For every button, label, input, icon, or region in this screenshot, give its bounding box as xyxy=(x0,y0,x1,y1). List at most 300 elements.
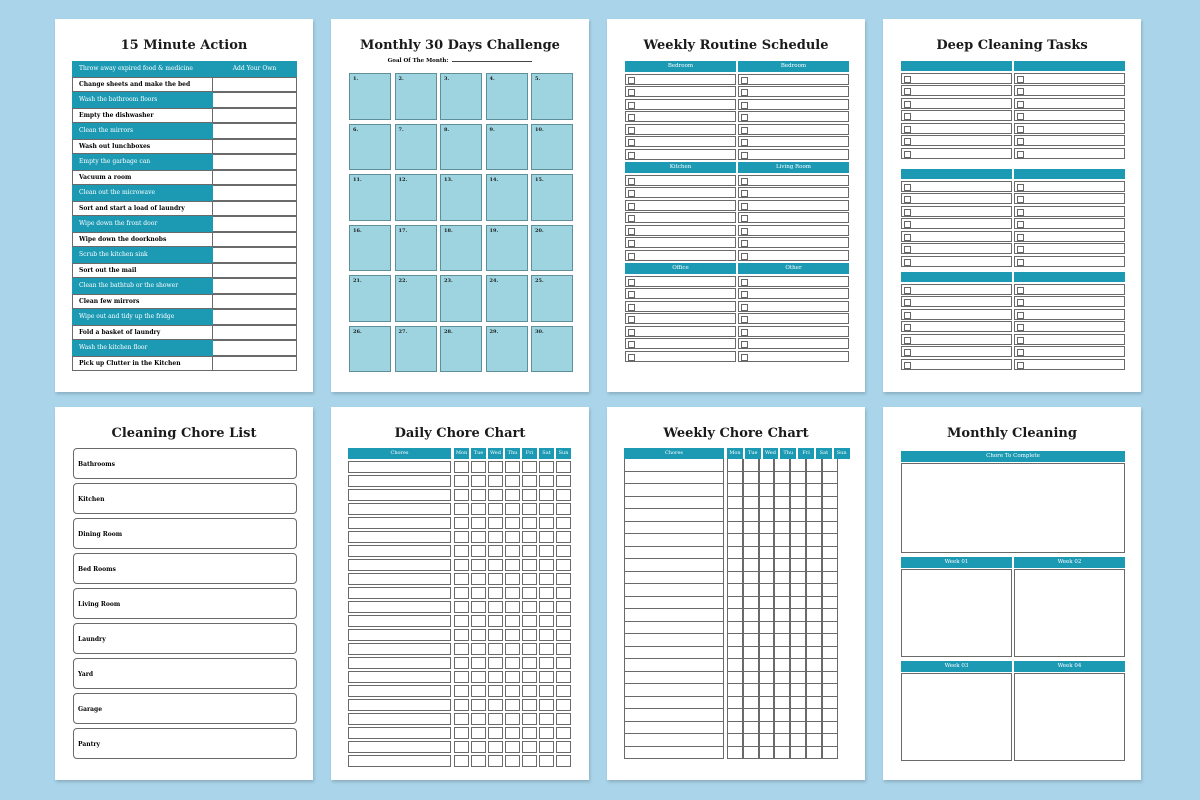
day-check-cell[interactable] xyxy=(505,685,520,697)
day-check-cell[interactable] xyxy=(759,684,775,697)
day-check-cell[interactable] xyxy=(822,709,838,722)
day-check-cell[interactable] xyxy=(471,531,486,543)
day-check-cell[interactable] xyxy=(539,475,554,487)
day-check-cell[interactable] xyxy=(454,475,469,487)
day-check-cell[interactable] xyxy=(505,517,520,529)
day-check-cell[interactable] xyxy=(727,534,743,547)
day-check-cell[interactable] xyxy=(727,747,743,760)
checkbox-line[interactable] xyxy=(1014,296,1125,307)
chore-cell[interactable] xyxy=(624,547,724,560)
day-check-cell[interactable] xyxy=(806,522,822,535)
checkbox-line[interactable] xyxy=(1014,110,1125,121)
day-check-cell[interactable] xyxy=(522,587,537,599)
chore-cell[interactable] xyxy=(348,699,451,711)
day-check-cell[interactable] xyxy=(488,587,503,599)
day-check-cell[interactable] xyxy=(488,699,503,711)
day-check-cell[interactable] xyxy=(505,741,520,753)
day-check-cell[interactable] xyxy=(743,484,759,497)
day-check-cell[interactable] xyxy=(790,609,806,622)
day-check-cell[interactable] xyxy=(727,497,743,510)
day-check-cell[interactable] xyxy=(556,755,571,767)
day-check-cell[interactable] xyxy=(556,615,571,627)
checkbox-line[interactable] xyxy=(1014,181,1125,192)
day-check-cell[interactable] xyxy=(727,584,743,597)
checkbox-line[interactable] xyxy=(901,243,1012,254)
chore-cell[interactable] xyxy=(624,722,724,735)
day-check-cell[interactable] xyxy=(806,734,822,747)
day-check-cell[interactable] xyxy=(806,497,822,510)
checkbox-line[interactable] xyxy=(738,250,849,261)
checkbox-line[interactable] xyxy=(625,250,736,261)
day-check-cell[interactable] xyxy=(556,587,571,599)
day-check-cell[interactable] xyxy=(774,734,790,747)
chore-cell[interactable] xyxy=(624,459,724,472)
day-check-cell[interactable] xyxy=(454,517,469,529)
chore-cell[interactable] xyxy=(624,609,724,622)
checkbox-line[interactable] xyxy=(738,99,849,110)
checkbox-line[interactable] xyxy=(738,124,849,135)
day-check-cell[interactable] xyxy=(806,622,822,635)
day-check-cell[interactable] xyxy=(790,722,806,735)
day-check-cell[interactable] xyxy=(727,722,743,735)
day-check-cell[interactable] xyxy=(488,461,503,473)
day-check-cell[interactable] xyxy=(806,697,822,710)
day-check-cell[interactable] xyxy=(471,629,486,641)
day-check-cell[interactable] xyxy=(556,517,571,529)
day-check-cell[interactable] xyxy=(822,684,838,697)
day-check-cell[interactable] xyxy=(822,747,838,760)
chore-cell[interactable] xyxy=(624,709,724,722)
day-check-cell[interactable] xyxy=(774,472,790,485)
chore-cell[interactable] xyxy=(624,534,724,547)
checkbox-line[interactable] xyxy=(625,124,736,135)
chore-cell[interactable] xyxy=(348,657,451,669)
checkbox-line[interactable] xyxy=(1014,321,1125,332)
checkbox-line[interactable] xyxy=(1014,284,1125,295)
day-check-cell[interactable] xyxy=(790,559,806,572)
day-check-cell[interactable] xyxy=(556,685,571,697)
day-check-cell[interactable] xyxy=(759,634,775,647)
day-check-cell[interactable] xyxy=(759,647,775,660)
checkbox-line[interactable] xyxy=(625,338,736,349)
day-check-cell[interactable] xyxy=(556,713,571,725)
day-check-cell[interactable] xyxy=(522,601,537,613)
checkbox-line[interactable] xyxy=(738,225,849,236)
chore-cell[interactable] xyxy=(348,615,451,627)
checkbox-line[interactable] xyxy=(738,276,849,287)
chore-cell[interactable] xyxy=(624,484,724,497)
day-check-cell[interactable] xyxy=(774,522,790,535)
day-check-cell[interactable] xyxy=(806,609,822,622)
day-check-cell[interactable] xyxy=(743,747,759,760)
checkbox-line[interactable] xyxy=(625,276,736,287)
checkbox-line[interactable] xyxy=(625,288,736,299)
chore-cell[interactable] xyxy=(348,573,451,585)
day-check-cell[interactable] xyxy=(790,684,806,697)
checkbox-line[interactable] xyxy=(1014,85,1125,96)
day-check-cell[interactable] xyxy=(522,713,537,725)
day-check-cell[interactable] xyxy=(454,601,469,613)
week-box[interactable] xyxy=(901,569,1012,657)
day-check-cell[interactable] xyxy=(471,601,486,613)
day-check-cell[interactable] xyxy=(522,531,537,543)
day-check-cell[interactable] xyxy=(806,472,822,485)
day-check-cell[interactable] xyxy=(759,484,775,497)
day-check-cell[interactable] xyxy=(822,659,838,672)
day-check-cell[interactable] xyxy=(556,559,571,571)
checkbox-line[interactable] xyxy=(738,175,849,186)
checkbox-line[interactable] xyxy=(901,284,1012,295)
day-check-cell[interactable] xyxy=(790,634,806,647)
day-check-cell[interactable] xyxy=(774,747,790,760)
day-check-cell[interactable] xyxy=(727,709,743,722)
day-check-cell[interactable] xyxy=(471,727,486,739)
chore-cell[interactable] xyxy=(624,622,724,635)
day-check-cell[interactable] xyxy=(743,659,759,672)
day-check-cell[interactable] xyxy=(539,741,554,753)
day-check-cell[interactable] xyxy=(454,727,469,739)
day-check-cell[interactable] xyxy=(556,741,571,753)
day-check-cell[interactable] xyxy=(743,497,759,510)
day-check-cell[interactable] xyxy=(454,615,469,627)
day-check-cell[interactable] xyxy=(774,534,790,547)
checkbox-line[interactable] xyxy=(738,111,849,122)
day-check-cell[interactable] xyxy=(505,629,520,641)
day-check-cell[interactable] xyxy=(539,461,554,473)
checkbox-line[interactable] xyxy=(901,135,1012,146)
day-check-cell[interactable] xyxy=(743,534,759,547)
day-check-cell[interactable] xyxy=(539,517,554,529)
day-check-cell[interactable] xyxy=(539,531,554,543)
day-check-cell[interactable] xyxy=(759,597,775,610)
day-check-cell[interactable] xyxy=(774,622,790,635)
day-check-cell[interactable] xyxy=(790,484,806,497)
day-check-cell[interactable] xyxy=(556,475,571,487)
day-check-cell[interactable] xyxy=(806,459,822,472)
day-check-cell[interactable] xyxy=(759,722,775,735)
day-check-cell[interactable] xyxy=(488,475,503,487)
day-check-cell[interactable] xyxy=(822,559,838,572)
day-check-cell[interactable] xyxy=(556,727,571,739)
day-check-cell[interactable] xyxy=(539,713,554,725)
day-check-cell[interactable] xyxy=(454,629,469,641)
day-check-cell[interactable] xyxy=(822,672,838,685)
checkbox-line[interactable] xyxy=(901,256,1012,267)
day-check-cell[interactable] xyxy=(539,643,554,655)
day-check-cell[interactable] xyxy=(759,747,775,760)
day-check-cell[interactable] xyxy=(454,713,469,725)
day-check-cell[interactable] xyxy=(743,734,759,747)
checkbox-line[interactable] xyxy=(738,86,849,97)
chore-cell[interactable] xyxy=(348,713,451,725)
chore-cell[interactable] xyxy=(624,634,724,647)
checkbox-line[interactable] xyxy=(901,321,1012,332)
day-check-cell[interactable] xyxy=(471,615,486,627)
day-check-cell[interactable] xyxy=(743,684,759,697)
checkbox-line[interactable] xyxy=(625,136,736,147)
chore-cell[interactable] xyxy=(348,671,451,683)
day-check-cell[interactable] xyxy=(806,509,822,522)
day-check-cell[interactable] xyxy=(522,755,537,767)
day-check-cell[interactable] xyxy=(822,497,838,510)
day-check-cell[interactable] xyxy=(774,509,790,522)
day-check-cell[interactable] xyxy=(556,601,571,613)
day-check-cell[interactable] xyxy=(522,615,537,627)
checkbox-line[interactable] xyxy=(738,338,849,349)
day-check-cell[interactable] xyxy=(790,647,806,660)
day-check-cell[interactable] xyxy=(471,503,486,515)
day-check-cell[interactable] xyxy=(522,671,537,683)
day-check-cell[interactable] xyxy=(539,671,554,683)
day-check-cell[interactable] xyxy=(471,545,486,557)
day-check-cell[interactable] xyxy=(556,657,571,669)
day-check-cell[interactable] xyxy=(774,684,790,697)
day-check-cell[interactable] xyxy=(454,671,469,683)
checkbox-line[interactable] xyxy=(625,237,736,248)
day-check-cell[interactable] xyxy=(822,459,838,472)
chore-list-item[interactable]: Laundry xyxy=(73,623,297,654)
day-check-cell[interactable] xyxy=(759,472,775,485)
day-check-cell[interactable] xyxy=(556,643,571,655)
chore-list-item[interactable]: Bed Rooms xyxy=(73,553,297,584)
day-check-cell[interactable] xyxy=(806,659,822,672)
checkbox-line[interactable] xyxy=(901,218,1012,229)
day-check-cell[interactable] xyxy=(759,572,775,585)
day-check-cell[interactable] xyxy=(774,647,790,660)
day-check-cell[interactable] xyxy=(822,572,838,585)
day-check-cell[interactable] xyxy=(488,657,503,669)
checkbox-line[interactable] xyxy=(901,359,1012,370)
checkbox-line[interactable] xyxy=(738,351,849,362)
day-check-cell[interactable] xyxy=(774,459,790,472)
day-check-cell[interactable] xyxy=(790,459,806,472)
day-check-cell[interactable] xyxy=(522,545,537,557)
day-check-cell[interactable] xyxy=(806,572,822,585)
day-check-cell[interactable] xyxy=(454,545,469,557)
day-check-cell[interactable] xyxy=(505,503,520,515)
day-check-cell[interactable] xyxy=(727,597,743,610)
day-check-cell[interactable] xyxy=(454,559,469,571)
day-check-cell[interactable] xyxy=(822,609,838,622)
day-check-cell[interactable] xyxy=(774,584,790,597)
checkbox-line[interactable] xyxy=(1014,218,1125,229)
day-check-cell[interactable] xyxy=(743,634,759,647)
day-check-cell[interactable] xyxy=(774,559,790,572)
chore-cell[interactable] xyxy=(624,597,724,610)
day-check-cell[interactable] xyxy=(522,741,537,753)
checkbox-line[interactable] xyxy=(901,309,1012,320)
day-check-cell[interactable] xyxy=(488,573,503,585)
checkbox-line[interactable] xyxy=(625,111,736,122)
day-check-cell[interactable] xyxy=(471,489,486,501)
chore-cell[interactable] xyxy=(348,503,451,515)
chore-cell[interactable] xyxy=(348,685,451,697)
checkbox-line[interactable] xyxy=(738,301,849,312)
chore-cell[interactable] xyxy=(624,572,724,585)
checkbox-line[interactable] xyxy=(625,212,736,223)
day-check-cell[interactable] xyxy=(454,685,469,697)
day-check-cell[interactable] xyxy=(727,559,743,572)
day-check-cell[interactable] xyxy=(790,697,806,710)
checkbox-line[interactable] xyxy=(1014,206,1125,217)
day-check-cell[interactable] xyxy=(727,634,743,647)
day-check-cell[interactable] xyxy=(759,534,775,547)
day-check-cell[interactable] xyxy=(759,584,775,597)
checkbox-line[interactable] xyxy=(738,313,849,324)
day-check-cell[interactable] xyxy=(471,741,486,753)
day-check-cell[interactable] xyxy=(759,622,775,635)
day-check-cell[interactable] xyxy=(774,609,790,622)
day-check-cell[interactable] xyxy=(505,643,520,655)
day-check-cell[interactable] xyxy=(774,722,790,735)
day-check-cell[interactable] xyxy=(759,459,775,472)
day-check-cell[interactable] xyxy=(488,685,503,697)
day-check-cell[interactable] xyxy=(790,659,806,672)
day-check-cell[interactable] xyxy=(454,503,469,515)
checkbox-line[interactable] xyxy=(625,74,736,85)
day-check-cell[interactable] xyxy=(556,489,571,501)
day-check-cell[interactable] xyxy=(727,684,743,697)
day-check-cell[interactable] xyxy=(822,597,838,610)
day-check-cell[interactable] xyxy=(488,755,503,767)
day-check-cell[interactable] xyxy=(790,672,806,685)
chore-cell[interactable] xyxy=(624,684,724,697)
checkbox-line[interactable] xyxy=(625,86,736,97)
checkbox-line[interactable] xyxy=(1014,98,1125,109)
checkbox-line[interactable] xyxy=(625,187,736,198)
day-check-cell[interactable] xyxy=(505,531,520,543)
checkbox-line[interactable] xyxy=(1014,73,1125,84)
day-check-cell[interactable] xyxy=(539,699,554,711)
day-check-cell[interactable] xyxy=(822,522,838,535)
day-check-cell[interactable] xyxy=(790,472,806,485)
day-check-cell[interactable] xyxy=(806,484,822,497)
chore-list-item[interactable]: Dining Room xyxy=(73,518,297,549)
day-check-cell[interactable] xyxy=(505,727,520,739)
day-check-cell[interactable] xyxy=(806,597,822,610)
day-check-cell[interactable] xyxy=(743,522,759,535)
chore-list-item[interactable]: Kitchen xyxy=(73,483,297,514)
day-check-cell[interactable] xyxy=(790,534,806,547)
day-check-cell[interactable] xyxy=(774,547,790,560)
day-check-cell[interactable] xyxy=(539,685,554,697)
day-check-cell[interactable] xyxy=(727,522,743,535)
checkbox-line[interactable] xyxy=(1014,193,1125,204)
day-check-cell[interactable] xyxy=(471,573,486,585)
day-check-cell[interactable] xyxy=(556,531,571,543)
checkbox-line[interactable] xyxy=(738,136,849,147)
day-check-cell[interactable] xyxy=(488,727,503,739)
day-check-cell[interactable] xyxy=(505,713,520,725)
day-check-cell[interactable] xyxy=(759,559,775,572)
day-check-cell[interactable] xyxy=(727,697,743,710)
day-check-cell[interactable] xyxy=(522,699,537,711)
day-check-cell[interactable] xyxy=(759,709,775,722)
day-check-cell[interactable] xyxy=(522,657,537,669)
chore-cell[interactable] xyxy=(624,747,724,760)
day-check-cell[interactable] xyxy=(790,709,806,722)
day-check-cell[interactable] xyxy=(790,597,806,610)
day-check-cell[interactable] xyxy=(522,559,537,571)
day-check-cell[interactable] xyxy=(471,685,486,697)
day-check-cell[interactable] xyxy=(488,615,503,627)
day-check-cell[interactable] xyxy=(488,643,503,655)
day-check-cell[interactable] xyxy=(488,629,503,641)
day-check-cell[interactable] xyxy=(454,573,469,585)
chore-cell[interactable] xyxy=(624,559,724,572)
day-check-cell[interactable] xyxy=(806,647,822,660)
checkbox-line[interactable] xyxy=(738,212,849,223)
chore-cell[interactable] xyxy=(624,659,724,672)
day-check-cell[interactable] xyxy=(556,573,571,585)
day-check-cell[interactable] xyxy=(488,503,503,515)
day-check-cell[interactable] xyxy=(539,573,554,585)
day-check-cell[interactable] xyxy=(454,643,469,655)
day-check-cell[interactable] xyxy=(806,534,822,547)
chore-cell[interactable] xyxy=(348,741,451,753)
day-check-cell[interactable] xyxy=(822,484,838,497)
day-check-cell[interactable] xyxy=(522,489,537,501)
checkbox-line[interactable] xyxy=(901,206,1012,217)
checkbox-line[interactable] xyxy=(625,175,736,186)
day-check-cell[interactable] xyxy=(759,609,775,622)
day-check-cell[interactable] xyxy=(539,727,554,739)
day-check-cell[interactable] xyxy=(743,509,759,522)
day-check-cell[interactable] xyxy=(454,531,469,543)
day-check-cell[interactable] xyxy=(727,622,743,635)
day-check-cell[interactable] xyxy=(774,697,790,710)
day-check-cell[interactable] xyxy=(539,601,554,613)
day-check-cell[interactable] xyxy=(556,461,571,473)
day-check-cell[interactable] xyxy=(727,609,743,622)
day-check-cell[interactable] xyxy=(471,461,486,473)
checkbox-line[interactable] xyxy=(625,149,736,160)
checkbox-line[interactable] xyxy=(738,326,849,337)
day-check-cell[interactable] xyxy=(556,545,571,557)
checkbox-line[interactable] xyxy=(1014,135,1125,146)
day-check-cell[interactable] xyxy=(727,509,743,522)
day-check-cell[interactable] xyxy=(822,697,838,710)
day-check-cell[interactable] xyxy=(743,472,759,485)
day-check-cell[interactable] xyxy=(539,489,554,501)
day-check-cell[interactable] xyxy=(806,684,822,697)
day-check-cell[interactable] xyxy=(522,629,537,641)
checkbox-line[interactable] xyxy=(738,200,849,211)
day-check-cell[interactable] xyxy=(822,584,838,597)
day-check-cell[interactable] xyxy=(774,484,790,497)
day-check-cell[interactable] xyxy=(822,472,838,485)
day-check-cell[interactable] xyxy=(454,489,469,501)
checkbox-line[interactable] xyxy=(901,73,1012,84)
checkbox-line[interactable] xyxy=(901,231,1012,242)
day-check-cell[interactable] xyxy=(727,672,743,685)
day-check-cell[interactable] xyxy=(806,672,822,685)
chore-list-item[interactable]: Bathrooms xyxy=(73,448,297,479)
day-check-cell[interactable] xyxy=(505,657,520,669)
day-check-cell[interactable] xyxy=(505,699,520,711)
day-check-cell[interactable] xyxy=(774,634,790,647)
week-box[interactable] xyxy=(901,673,1012,761)
day-check-cell[interactable] xyxy=(454,755,469,767)
day-check-cell[interactable] xyxy=(488,545,503,557)
checkbox-line[interactable] xyxy=(1014,231,1125,242)
day-check-cell[interactable] xyxy=(471,755,486,767)
checkbox-line[interactable] xyxy=(901,346,1012,357)
day-check-cell[interactable] xyxy=(727,659,743,672)
checkbox-line[interactable] xyxy=(738,74,849,85)
chore-cell[interactable] xyxy=(624,522,724,535)
day-check-cell[interactable] xyxy=(471,657,486,669)
